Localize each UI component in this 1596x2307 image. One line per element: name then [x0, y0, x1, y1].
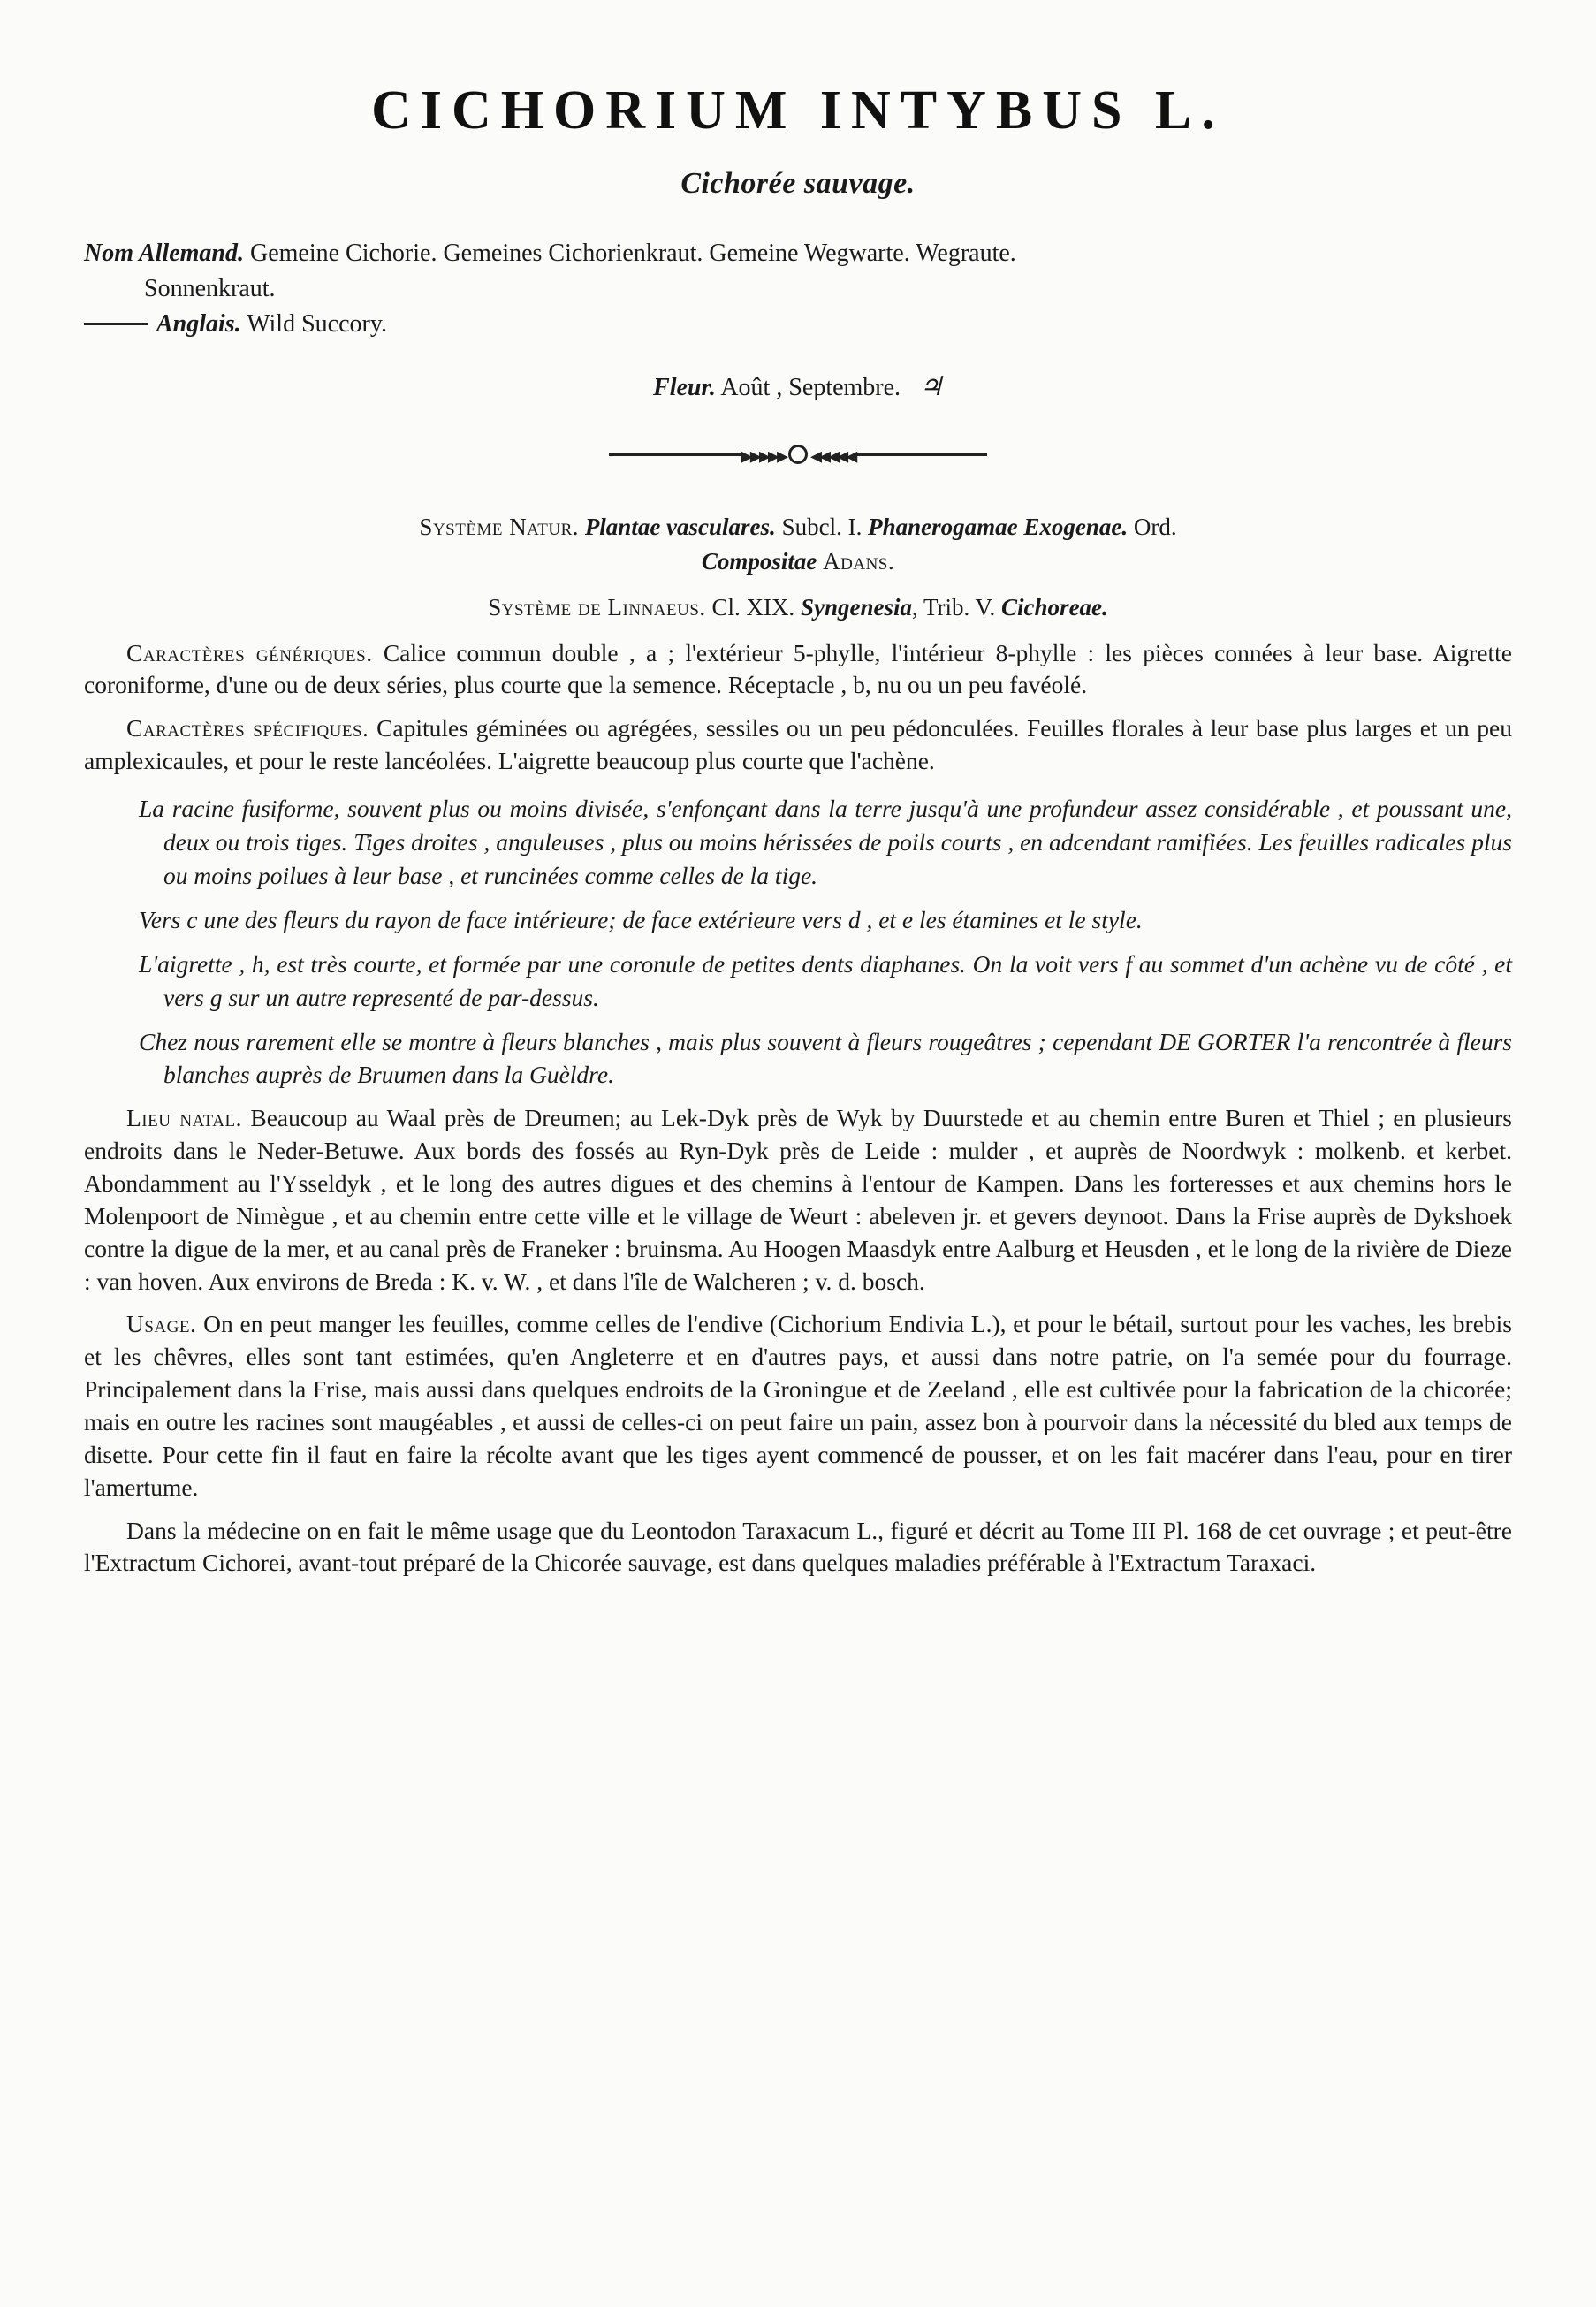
- description-paragraph-flowers: Vers c une des fleurs du rayon de face intérieure; de face extérieure vers d , et e les étamines et le style.: [139, 905, 1143, 933]
- natural-system-order-label: Ord.: [1133, 514, 1177, 541]
- page-title: CICHORIUM INTYBUS L.: [371, 80, 1225, 141]
- habitat-paragraph: [84, 1102, 1512, 1298]
- natural-system-class: Plantae vasculares.: [584, 514, 776, 541]
- english-name-row: [84, 307, 1512, 342]
- page-subtitle: Cichorée sauvage.: [680, 167, 916, 200]
- linnaean-tribe-label: , Trib. V.: [911, 593, 996, 621]
- dash-lead-rule: [84, 323, 148, 325]
- linnaean-order: Syngenesia: [800, 593, 912, 621]
- usage-label: Usage.: [126, 1310, 197, 1338]
- vernacular-names-block: [84, 236, 1512, 341]
- german-name-value-cont: Sonnenkraut.: [144, 274, 276, 302]
- description-paragraph-colour: Chez nous rarement elle se montre à fleurs blanches , mais plus souvent à fleurs rougeâtres ; cependant DE GORTER l'a rencontrée à fleurs blanches auprès de Bruumen dans la Guèldre.: [139, 1027, 1512, 1089]
- english-name-value: Wild Succory.: [247, 309, 388, 338]
- linnaean-class: Cl. XIX.: [711, 593, 795, 621]
- natural-system-subclass-name: Phanerogamae Exogenae.: [868, 514, 1129, 541]
- natural-system-subclass-label: Subcl.: [781, 514, 842, 541]
- generic-characters-label: Caractères génériques.: [126, 638, 373, 666]
- habitat-text: Beaucoup au Waal près de Dreumen; au Lek-Dyk près de Wyk by Duurstede et au chemin entre Buren et Thiel ; en plusieurs endroits dans le Neder-Betuwe. Aux bords des fossés au Ryn-Dyk près de Leide : mulder , et auprès de Noordwyk : molkenb. et kerbet. Abondamment au l'Ysseldyk , et le long des autres digues et des chemins à l'entour de Kampen. Dans les forteresses et aux chemins hors le Molenpoort de Nimègue , et au chemin entre cette ville et le village de Weurt : abeleven jr. et gevers deynoot. Dans la Frise auprès de Dykshoek contre la digue de la mer, et au canal près de Franeker : bruinsma. Au Hoogen Maasdyk entre Aalburg et Heusden , et le long de la rivière de Dieze : van hoven. Aux environs de Breda : K. v. W. , et dans l'île de Walcheren ; v. d. bosch.: [84, 1104, 1512, 1295]
- description-block: [139, 792, 1512, 1093]
- linnaean-tribe-name: Cichoreae.: [1001, 593, 1108, 621]
- specific-characters-label: Caractères spécifiques.: [126, 714, 369, 742]
- generic-characters-text: Calice commun double , a ; l'extérieur 5-phylle, l'intérieur 8-phylle : les pièces connées à leur base. Aigrette coroniforme, d'une ou de deux séries, plus courte que la semence. Réceptacle , b, nu ou un peu favéolé.: [84, 638, 1512, 699]
- ornament-arrows-left: ▸▸▸▸▸: [741, 443, 786, 469]
- german-name-row: [84, 236, 1512, 307]
- natural-system-order-author: Adans.: [823, 548, 895, 575]
- natural-system-line: [84, 510, 1512, 579]
- specific-characters-text: Capitules géminées ou agrégées, sessiles ou un peu pédonculées. Feuilles florales à leur base plus larges et un peu amplexicaules, et pour le reste lancéolées. L'aigrette beaucoup plus courte que l'achène.: [84, 714, 1513, 775]
- description-paragraph-root: La racine fusiforme, souvent plus ou moins divisée, s'enfonçant dans la terre jusqu'à une profundeur assez considérable , et poussant une, deux ou trois tiges. Tiges droites , anguleuses , plus ou moins hérissées de poils courts , en adcendant ramifiées. Les feuilles radicales plus ou moins poilues à leur base , et runcinées comme celles de la tige.: [139, 794, 1512, 889]
- natural-system-subclass-number: I.: [847, 514, 863, 541]
- flowering-value: Août , Septembre.: [720, 374, 901, 402]
- ornament-center-dot-icon: [788, 445, 808, 464]
- description-paragraph-pappus: L'aigrette , h, est très courte, et formée par une coronule de petites dents diaphanes. On la voit vers f au sommet d'un achène vu de côté , et vers g sur un autre representé de par-dessus.: [139, 949, 1512, 1011]
- usage-text: On en peut manger les feuilles, comme celles de l'endive (Cichorium Endivia L.), et pour le bétail, surtout pour les vaches, les brebis et les chêvres, elles sont tant estimées, qu'en Angleterre et en d'autres pays, et aussi dans notre patrie, on l'a semée pour du fourrage. Principalement dans la Frise, mais aussi dans quelques endroits de la Groningue et de Zeeland , elle est cultivée pour la fabrication de la chicorée; mais en outre les racines sont maugéables , et aussi de celles-ci on peut faire un pain, assez bon à pourvoir dans la nécessité du bled aux temps de disette. Pour cette fin il faut en faire la récolte avant que les tiges ayent commencé de pousser, et on les fait macérer dans l'eau, pour en tirer l'amertume.: [84, 1310, 1513, 1501]
- linnaean-system-label: Système de Linnaeus.: [488, 593, 706, 621]
- ornament-divider: [84, 443, 1512, 469]
- ornament-left-rule: [609, 453, 741, 456]
- flowering-label: Fleur.: [653, 374, 716, 402]
- generic-characters-paragraph: [84, 637, 1512, 703]
- ornament-arrows-right: ◂◂◂◂◂: [810, 443, 855, 469]
- ornament-right-rule: [855, 453, 987, 456]
- natural-system-label: Système Natur.: [419, 514, 580, 541]
- habitat-label: Lieu natal.: [126, 1104, 242, 1132]
- linnaean-system-line: [84, 594, 1512, 621]
- usage-paragraph: [84, 1308, 1512, 1504]
- flowering-line: [84, 371, 1512, 402]
- german-name-label: Nom Allemand.: [84, 240, 244, 267]
- perennial-symbol-icon: ♃: [919, 372, 943, 402]
- german-name-value: Gemeine Cichorie. Gemeines Cichorienkraut. Gemeine Wegwarte. Wegraute.: [249, 240, 1016, 267]
- specific-characters-paragraph: [84, 712, 1512, 778]
- natural-system-order-name: Compositae: [701, 548, 817, 575]
- english-name-label: Anglais.: [156, 309, 241, 338]
- medicine-paragraph: Dans la médecine on en fait le même usage que du Leontodon Taraxacum L., figuré et décrit au Tome III Pl. 168 de cet ouvrage ; et peut-être l'Extractum Cichorei, avant-tout préparé de la Chicorée sauvage, est dans quelques maladies préférable à l'Extractum Taraxaci.: [84, 1516, 1512, 1577]
